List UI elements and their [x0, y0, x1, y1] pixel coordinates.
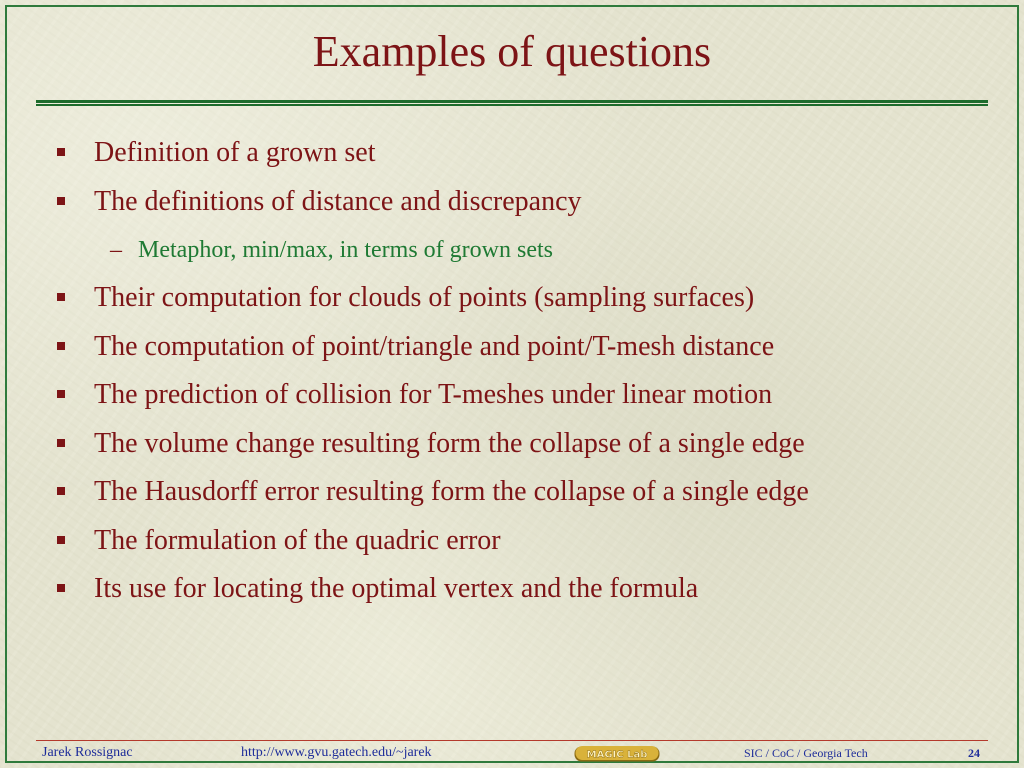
bullet-item — [52, 274, 994, 323]
bullet-text: Their computation for clouds of points (sampling surfaces) — [94, 282, 755, 313]
square-bullet-icon — [57, 342, 65, 350]
bullet-item — [52, 371, 994, 420]
title-divider — [36, 100, 988, 106]
footer-divider — [36, 740, 988, 741]
bullet-list — [52, 129, 994, 614]
square-bullet-icon — [57, 148, 65, 156]
magic-lab-logo — [574, 745, 660, 763]
square-bullet-icon — [57, 197, 65, 205]
bullet-item — [52, 323, 994, 372]
bullet-item — [52, 565, 994, 614]
bullet-text: The prediction of collision for T-meshes under linear motion — [94, 379, 773, 410]
page-number: 24 — [968, 746, 980, 760]
square-bullet-icon — [57, 584, 65, 592]
square-bullet-icon — [57, 293, 65, 301]
dash-bullet-icon: – — [110, 237, 122, 263]
sub-bullet-item — [52, 226, 994, 274]
square-bullet-icon — [57, 536, 65, 544]
footer-author: Jarek Rossignac — [42, 745, 133, 760]
square-bullet-icon — [57, 390, 65, 398]
bullet-text: Its use for locating the optimal vertex and the formula — [94, 573, 699, 604]
bullet-text: The volume change resulting form the collapse of a single edge — [94, 427, 805, 459]
logo-text: MAGIC Lab — [586, 749, 648, 761]
bullet-text: The computation of point/triangle and point/T-mesh distance — [94, 330, 775, 362]
bullet-item — [52, 517, 994, 566]
bullet-text: The formulation of the quadric error — [94, 524, 501, 556]
bullet-text: Definition of a grown set — [94, 137, 376, 168]
bullet-item — [52, 129, 994, 178]
slide-title: Examples of questions — [312, 27, 712, 76]
footer-url-link[interactable]: http://www.gvu.gatech.edu/~jarek — [241, 745, 432, 760]
bullet-text: The Hausdorff error resulting form the collapse of a single edge — [94, 476, 809, 507]
bullet-item — [52, 420, 994, 469]
footer-organization: SIC / CoC / Georgia Tech — [744, 746, 868, 760]
bullet-item — [52, 178, 994, 227]
bullet-item — [52, 468, 994, 517]
square-bullet-icon — [57, 487, 65, 495]
bullet-text: The definitions of distance and discrepancy — [94, 185, 582, 217]
square-bullet-icon — [57, 439, 65, 447]
sub-bullet-text: Metaphor, min/max, in terms of grown sets — [138, 237, 553, 263]
